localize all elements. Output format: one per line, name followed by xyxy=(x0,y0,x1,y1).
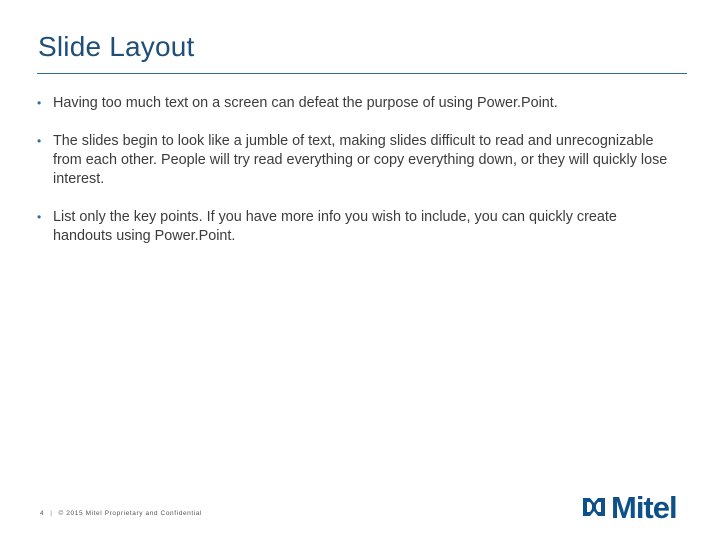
bullet-text: Having too much text on a screen can defeat the purpose of using Power.Point. xyxy=(53,95,558,111)
bullet-icon: • xyxy=(37,210,42,224)
bullet-icon: • xyxy=(37,134,42,148)
mitel-wordmark: Mitel xyxy=(611,489,677,525)
bullet-text: The slides begin to look like a jumble of text, making slides difficult to read and unrecognizable from each other. People will try read everything or copy everything down, or they will quickly lose interest. xyxy=(53,133,668,187)
mitel-logo-icon xyxy=(581,496,607,518)
bullet-item xyxy=(37,94,677,113)
bullet-icon: • xyxy=(37,96,42,110)
bullet-item xyxy=(37,132,677,189)
slide-footer xyxy=(40,510,202,517)
title-divider xyxy=(37,73,687,74)
slide-title: Slide Layout xyxy=(38,31,195,62)
mitel-logo xyxy=(581,491,693,523)
page-number: 4 xyxy=(40,510,45,517)
copyright-text: © 2015 Mitel Proprietary and Confidential xyxy=(58,510,203,517)
bullet-item xyxy=(37,208,677,246)
footer-separator: | xyxy=(50,510,53,517)
bullet-text: List only the key points. If you have more info you wish to include, you can quickly create handouts using Power.Point. xyxy=(53,209,617,244)
bullet-list xyxy=(37,94,677,246)
